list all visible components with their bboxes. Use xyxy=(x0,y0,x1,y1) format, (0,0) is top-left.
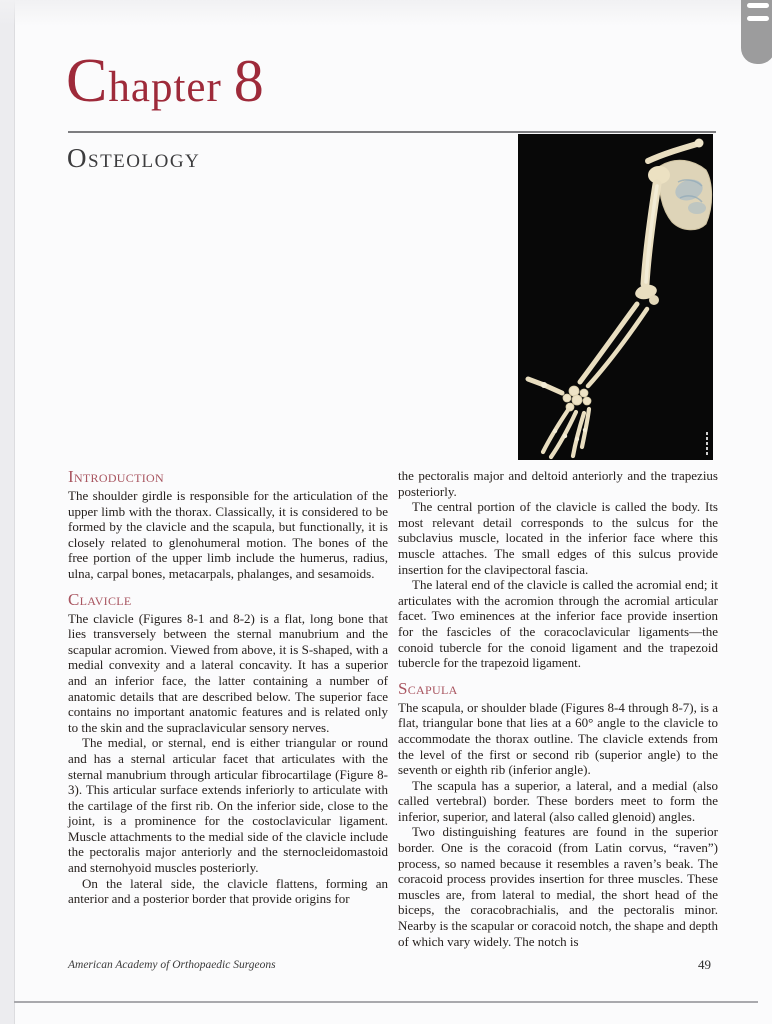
continuation-paragraph: the pectoralis major and deltoid anteriorly and the trapezius posteriorly. xyxy=(398,468,718,499)
hamburger-icon xyxy=(747,3,769,8)
chapter-heading xyxy=(66,47,264,115)
page-number: 49 xyxy=(698,957,711,972)
page-bottom-edge xyxy=(14,1001,758,1003)
clavicle-paragraph-2: The medial, or sternal, end is either triangular or round and has a sternal articular facet that articulates with the sternal manubrium through articular fibrocartilage (Figure 8-3). This articular surface extends inferiorly to articulate with the cartilage of the first rib. On the inferior side, close to the joint, is a prominence for the costoclavicular ligament. Muscle attachments to the medial side of the clavicle include the pectoralis major anteriorly and the sternocleidomastoid and sternohyoid muscles posteriorly. xyxy=(68,735,388,876)
chapter-number: 8 xyxy=(233,48,264,114)
body-columns xyxy=(68,468,718,949)
skeleton-illustration xyxy=(518,134,713,460)
publisher-footer: American Academy of Orthopaedic Surgeons xyxy=(68,959,276,971)
heading-divider xyxy=(68,131,716,133)
scapula-paragraph-2: The scapula has a superior, a lateral, and a medial (also called vertebral) border. These borders meet to form the inferior, superior, and lateral (also called glenoid) angles. xyxy=(398,777,718,824)
clavicle-paragraph-3: On the lateral side, the clavicle flattens, forming an anterior and a posterior border that provide origins for xyxy=(68,875,388,907)
clavicle-body-paragraph: The central portion of the clavicle is called the body. Its most relevant detail corresponds to the sulcus for the subclavius muscle, located in the inferior face where this muscle attaches. The small edges of this sulcus provide insertion for the clavipectoral fascia. xyxy=(398,499,718,577)
clavicle-heading: Clavicle xyxy=(68,589,132,609)
acromial-end-paragraph: The lateral end of the clavicle is called the acromial end; it articulates with the acromion through the acromial articular facet. Two eminences at the inferior face provide insertion for the fascicles of the coracoclavicular ligaments—the conoid tubercle for the conoid ligament and the trapezoid tubercle for the trapezoid ligament. xyxy=(398,577,718,671)
introduction-heading: Introduction xyxy=(68,467,164,486)
upper-limb-skeleton-figure xyxy=(518,134,713,460)
chapter-word: Chapter xyxy=(66,47,222,115)
menu-tab-button[interactable] xyxy=(741,0,772,64)
scapula-paragraph-1: The scapula, or shoulder blade (Figures 8-4 through 8-7), is a flat, triangular bone that lies at a 60° angle to the clavicle to accommodate the thorax outline. The clavicle extends from the level of the first or second rib (superior angle) to the seventh or eighth rib (inferior angle). xyxy=(398,699,718,778)
hamburger-icon xyxy=(747,16,769,21)
scapula-heading: Scapula xyxy=(398,678,458,698)
page-edge-shadow xyxy=(0,0,15,1024)
page-top-shadow xyxy=(0,0,772,26)
right-column xyxy=(398,468,718,949)
scapula-paragraph-3: Two distinguishing features are found in the superior border. One is the coracoid (from Latin corvus, “raven”) process, so named because it resembles a raven’s beak. The coracoid process provides insertion for three muscles. These muscles are, from lateral to medial, the short head of the biceps, the coracobrachialis, and the pectoralis minor. Nearby is the scapular or coracoid notch, the shape and depth of which vary widely. The notch is xyxy=(398,824,718,949)
introduction-paragraph: The shoulder girdle is responsible for the articulation of the upper limb with the thorax. Classically, it is considered to be formed by the clavicle and the scapula, but functionally, it is closely related to glenohumeral motion. The bones of the free portion of the upper limb include the humerus, radius, ulna, carpal bones, metacarpals, phalanges, and sesamoids. xyxy=(68,488,388,581)
page-title: Osteology xyxy=(67,143,201,173)
left-column xyxy=(68,468,388,949)
clavicle-paragraph-1: The clavicle (Figures 8-1 and 8-2) is a flat, long bone that lies transversely between the sternal manubrium and the scapular acromion. Viewed from above, it is S-shaped, with a medial convexity and a lateral concavity. It has a superior and an inferior face, the latter containing a number of anatomic details that are described below. The superior face contains no important anatomic features and is related only to the skin and the supraclavicular sensory nerves. xyxy=(68,610,388,735)
